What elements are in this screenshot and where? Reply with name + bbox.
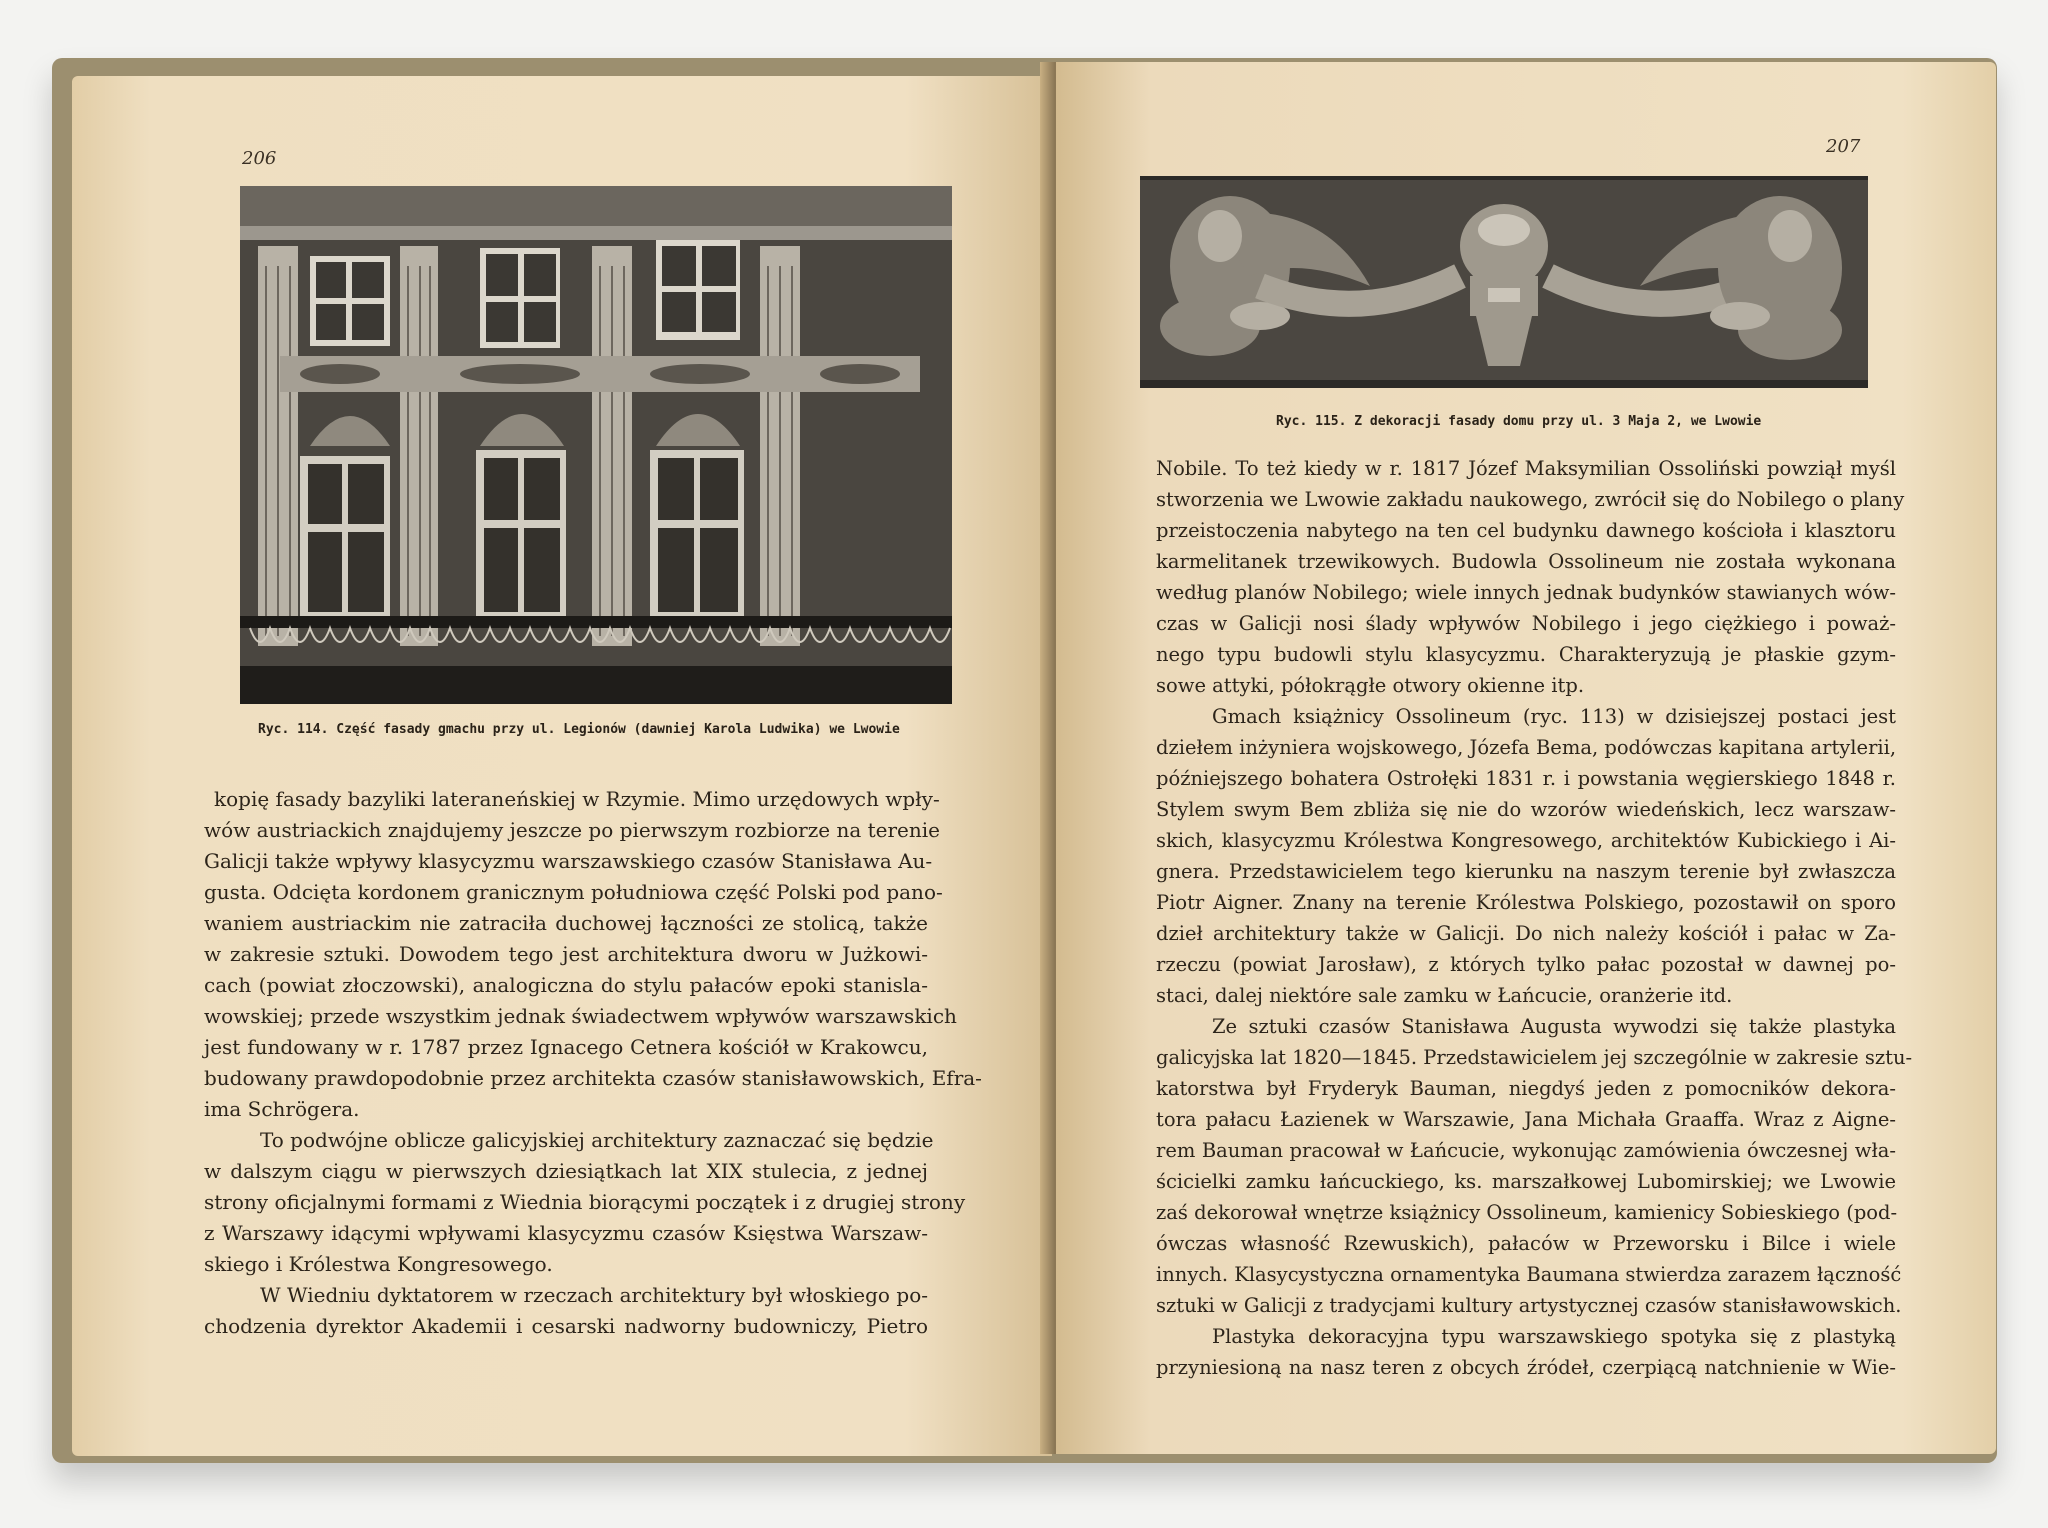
text-line: To podwójne oblicze galicyjskiej architektury zaznaczać się będzie bbox=[260, 1128, 934, 1152]
text-line: zaś dekorował wnętrze książnicy Ossolineum, kamienicy Sobieskiego (pod- bbox=[1156, 1201, 1898, 1224]
text-line: ima Schrögera. bbox=[204, 1097, 360, 1121]
text-line: wowskiej; przede wszystkim jednak świadectwem wpływów warszawskich bbox=[204, 1004, 957, 1028]
facade-illustration bbox=[240, 186, 952, 704]
text-line: skiego i Królestwa Kongresowego. bbox=[204, 1252, 553, 1276]
text-line: wów austriackich znajdujemy jeszcze po pierwszym rozbiorze na terenie bbox=[204, 818, 940, 842]
text-line: według planów Nobilego; wiele innych jednak budynków stawianych wów- bbox=[1156, 581, 1896, 604]
text-line: czas w Galicji nosi ślady wpływów Nobilego i jego ciężkiego i poważ- bbox=[1156, 612, 1896, 635]
text-line: późniejszego bohatera Ostrołęki 1831 r. i powstania węgierskiego 1848 r. bbox=[1156, 767, 1896, 790]
text-line: Plastyka dekoracyjna typu warszawskiego spotyka się z plastyką bbox=[1212, 1325, 1896, 1348]
text-line: stworzenia we Lwowie zakładu naukowego, zwrócił się do Nobilego o plany bbox=[1156, 488, 1905, 511]
text-line: gusta. Odcięta kordonem granicznym południowa część Polski pod pano- bbox=[204, 880, 943, 904]
figure-caption-right: Ryc. 115. Z dekoracji fasady domu przy ul. 3 Maja 2, we Lwowie bbox=[1276, 414, 1762, 429]
text-line: rem Bauman pracował w Łańcucie, wykonując zamówienia ówczesnej wła- bbox=[1156, 1139, 1896, 1162]
text-line: Galicji także wpływy klasycyzmu warszawskiego czasów Stanisława Au- bbox=[204, 849, 933, 873]
right-page bbox=[1056, 62, 1996, 1454]
text-line: W Wiedniu dyktatorem w rzeczach architektury był włoskiego po- bbox=[260, 1283, 928, 1307]
text-line: rzeczu (powiat Jarosław), z których tylko pałac pozostał w dawnej po- bbox=[1156, 953, 1896, 976]
relief-photo bbox=[1140, 176, 1868, 388]
page-number-right: 207 bbox=[1826, 136, 1861, 157]
text-line: kopię fasady bazyliki lateraneńskiej w Rzymie. Mimo urzędowych wpły- bbox=[214, 787, 940, 811]
figure-caption-left: Ryc. 114. Część fasady gmachu przy ul. Legionów (dawniej Karola Ludwika) we Lwowie bbox=[258, 722, 900, 737]
text-line: jest fundowany w r. 1787 przez Ignacego Cetnera kościół w Krakowcu, bbox=[204, 1035, 928, 1059]
text-line: Stylem swym Bem zbliża się nie do wzorów wiedeńskich, lecz warszaw- bbox=[1156, 798, 1896, 821]
text-line: przyniesioną na nasz teren z obcych źródeł, czerpiącą natchnienie w Wie- bbox=[1156, 1356, 1896, 1379]
text-line: budowany prawdopodobnie przez architekta czasów stanisławowskich, Efra- bbox=[204, 1066, 982, 1090]
text-line: staci, dalej niektóre sale zamku w Łańcucie, oranżerie itd. bbox=[1156, 984, 1733, 1007]
text-line: waniem austriackim nie zatraciła duchowej łączności ze stolicą, także bbox=[204, 911, 928, 935]
text-line: katorstwa był Fryderyk Bauman, niegdyś jeden z pomocników dekora- bbox=[1156, 1077, 1896, 1100]
text-line: Gmach książnicy Ossolineum (ryc. 113) w dzisiejszej postaci jest bbox=[1212, 705, 1896, 728]
text-line: strony oficjalnymi formami z Wiednia biorącymi początek i z drugiej strony bbox=[204, 1190, 966, 1214]
text-line: Nobile. To też kiedy w r. 1817 Józef Maksymilian Ossoliński powziął myśl bbox=[1156, 457, 1896, 480]
text-line: sztuki w Galicji z tradycjami kultury artystycznej czasów stanisławowskich. bbox=[1156, 1294, 1902, 1317]
text-line: innych. Klasycystyczna ornamentyka Baumana stwierdza zarazem łączność bbox=[1156, 1263, 1902, 1286]
text-line: przeistoczenia nabytego na ten cel budynku dawnego kościoła i klasztoru bbox=[1156, 519, 1896, 542]
text-line: gnera. Przedstawicielem tego kierunku na naszym terenie był zwłaszcza bbox=[1156, 860, 1896, 883]
page-number-left: 206 bbox=[242, 148, 277, 169]
text-line: ścicielki zamku łańcuckiego, ks. marszałkowej Lubomirskiej; we Lwowie bbox=[1156, 1170, 1896, 1193]
text-line: galicyjska lat 1820—1845. Przedstawicielem jej szczególnie w zakresie sztu- bbox=[1156, 1046, 1913, 1069]
left-page bbox=[72, 76, 1052, 1456]
text-line: Ze sztuki czasów Stanisława Augusta wywodzi się także plastyka bbox=[1212, 1015, 1896, 1038]
text-line: w zakresie sztuki. Dowodem tego jest architektura dworu w Jużkowi- bbox=[204, 942, 928, 966]
text-line: dzieł architektury także w Galicji. Do nich należy kościół i pałac w Za- bbox=[1156, 922, 1896, 945]
relief-illustration bbox=[1140, 176, 1868, 388]
text-line: karmelitanek trzewikowych. Budowla Ossolineum nie została wykonana bbox=[1156, 550, 1896, 573]
text-line: chodzenia dyrektor Akademii i cesarski nadworny budowniczy, Pietro bbox=[204, 1314, 928, 1338]
text-line: w dalszym ciągu w pierwszych dziesiątkach lat XIX stulecia, z jednej bbox=[204, 1159, 928, 1183]
left-page-text bbox=[204, 784, 982, 1342]
text-line: sowe attyki, półokrągłe otwory okienne itp. bbox=[1156, 674, 1585, 697]
text-line: tora pałacu Łazienek w Warszawie, Jana Michała Graaffa. Wraz z Aigne- bbox=[1156, 1108, 1896, 1131]
text-line: z Warszawy idącymi wpływami klasycyzmu czasów Księstwa Warszaw- bbox=[204, 1221, 928, 1245]
facade-photo bbox=[240, 186, 952, 704]
right-page-text bbox=[1156, 453, 1913, 1383]
text-line: nego typu budowli stylu klasycyzmu. Charakteryzują je płaskie gzym- bbox=[1156, 643, 1896, 666]
text-line: Piotr Aigner. Znany na terenie Królestwa Polskiego, pozostawił on sporo bbox=[1156, 891, 1896, 914]
text-line: cach (powiat złoczowski), analogiczna do stylu pałaców epoki stanisla- bbox=[204, 973, 928, 997]
text-line: skich, klasycyzmu Królestwa Kongresowego, architektów Kubickiego i Ai- bbox=[1156, 829, 1896, 852]
text-line: dziełem inżyniera wojskowego, Józefa Bema, podówczas kapitana artylerii, bbox=[1156, 736, 1897, 759]
text-line: ówczas własność Rzewuskich), pałaców w Przeworsku i Bilce i wiele bbox=[1156, 1232, 1896, 1255]
